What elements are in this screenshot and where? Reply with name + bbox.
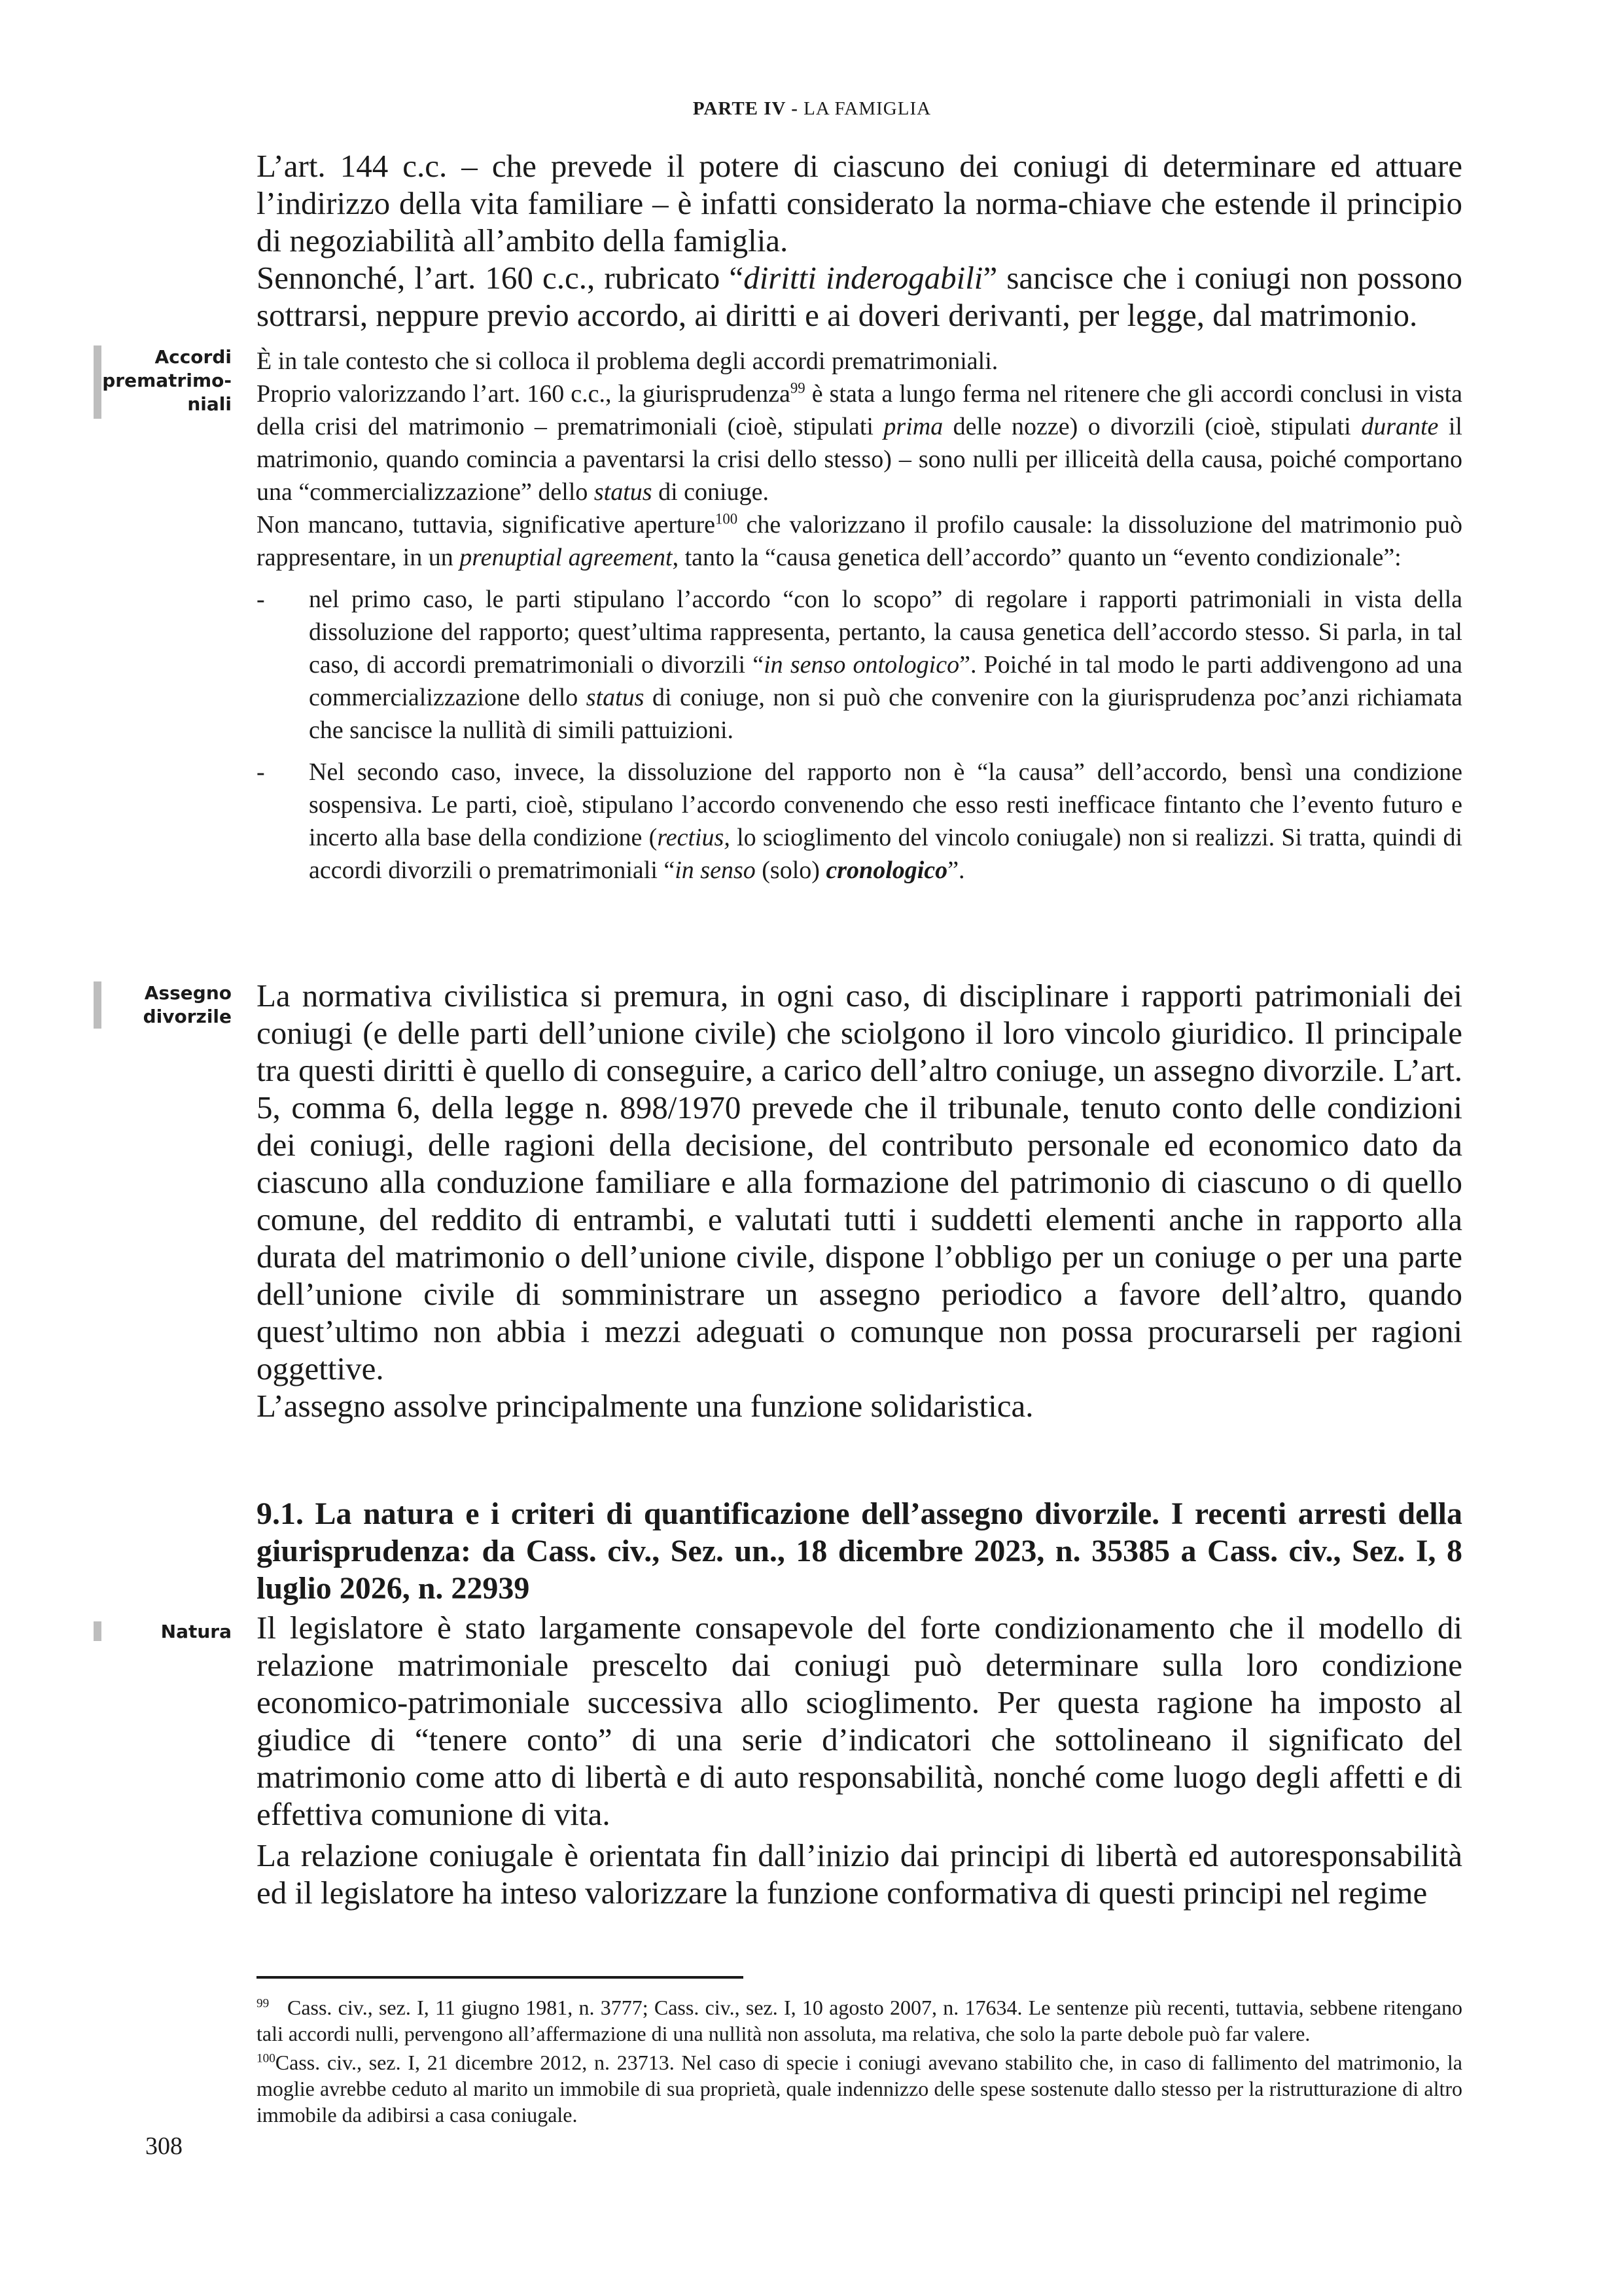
running-header bbox=[0, 98, 1624, 120]
header-part: PARTE IV - bbox=[692, 98, 798, 119]
footnote-ref[interactable]: 100 bbox=[715, 510, 738, 527]
natura-block bbox=[256, 1609, 1462, 1911]
section-title: 9.1. La natura e i criteri di quantificazione dell’assegno divorzile. I recenti arresti della giurisprudenza: da Cass. civ., Sez. un., 18 dicembre 2023, n. 35385 a Cass. civ., Sez. I, 8 luglio 2026, n. 22939 bbox=[256, 1496, 1462, 1606]
paragraph: Non mancano, tuttavia, significative aperture$^{100}$ che valorizzano il profilo causale: la dissoluzione del matrimonio può rappresentare, in un prenuptial agreement, tanto la “causa genetica dell’accordo” quanto un “evento condizionale”: bbox=[256, 510, 1463, 571]
margin-marker bbox=[94, 1621, 101, 1641]
margin-marker bbox=[94, 981, 101, 1029]
assegno-block bbox=[256, 977, 1462, 1424]
footnote-ref[interactable]: 99 bbox=[790, 380, 805, 397]
list-item: - Nel secondo caso, invece, la dissoluzione del rapporto non è “la causa” dell’accordo, bensì una condizione sospensiva. Le parti, cioè, stipulano l’accordo convenendo che esso resti inefficace fintanto che l’evento futuro e incerto alla base della condizione (rectius, lo scioglimento del vincolo coniugale) non si realizzi. Si tratta, quindi di accordi divorzili o prematrimoniali “in senso (solo) cronologico”. bbox=[256, 758, 1463, 884]
footnote-99: $^{99}$ Cass. civ., sez. I, 11 giugno 1981, n. 3777; Cass. civ., sez. I, 10 agosto 2007, n. 17634. Le sentenze più recenti, tuttavia, sebbene ritengano tali accordi nulli, pervengono all’affermazione di una nullità non assoluta, ma relativa, che solo la parte debole può far valere. bbox=[256, 1996, 1463, 2045]
paragraph: Proprio valorizzando l’art. 160 c.c., la giurisprudenza$^{99}$ è stata a lungo ferma nel ritenere che gli accordi conclusi in vista della crisi del matrimonio – prematrimoniali (cioè, stipulati prima delle nozze) o divorzili (cioè, stipulati durante il matrimonio, quando comincia a paventarsi la crisi dello stesso) – sono nulli per illiceità della causa, poiché comportano una “commercializzazione” dello status di coniuge. bbox=[256, 380, 1462, 506]
paragraph: La relazione coniugale è orientata fin dall’inizio dai principi di libertà ed autoresponsabilità ed il legislatore ha inteso valorizzare la funzione conformativa di questi principi nel regime bbox=[256, 1837, 1462, 1911]
footnote-100: $^{100}$Cass. civ., sez. I, 21 dicembre 2012, n. 23713. Nel caso di specie i coniugi avevano stabilito che, in caso di fallimento del matrimonio, la moglie avrebbe ceduto al marito un immobile di sua proprietà, quale indennizzo delle spese sostenute dallo stesso per la ristrutturazione di altro immobile da adibirsi a casa coniugale. bbox=[256, 2051, 1462, 2127]
accordi-block bbox=[256, 345, 1462, 887]
page-number: 308 bbox=[145, 2132, 183, 2160]
paragraph: È in tale contesto che si colloca il problema degli accordi prematrimoniali. bbox=[256, 347, 998, 375]
margin-note-natura: Natura bbox=[160, 1621, 232, 1642]
header-section: LA FAMIGLIA bbox=[803, 98, 932, 119]
paragraph: La normativa civilistica si premura, in ogni caso, di disciplinare i rapporti patrimoniali dei coniugi (e delle parti dell’unione civile) che sciolgono il loro vincolo giuridico. Il principale tra questi diritti è quello di conseguire, a carico dell’altro coniuge, un assegno divorzile. L’art. 5, comma 6, della legge n. 898/1970 prevede che il tribunale, tenuto conto delle condizioni dei coniugi, delle ragioni della decisione, del contributo personale ed economico dato da ciascuno alla conduzione familiare e alla formazione del patrimonio di ciascuno o di quello comune, del reddito di entrambi, e valutati tutti i suddetti elementi anche in rapporto alla durata del matrimonio o dell’unione civile, dispone l’obbligo per un coniuge o per una parte dell’unione civile di somministrare un assegno periodico a favore dell’altro, quando quest’ultimo non abbia i mezzi adeguati o comunque non possa procurarseli per ragioni oggettive. bbox=[256, 978, 1462, 1386]
list-item: - nel primo caso, le parti stipulano l’accordo “con lo scopo” di regolare i rapporti patrimoniali in vista della dissoluzione del rapporto; quest’ultima rappresenta, pertanto, la causa genetica dell’accordo stesso. Si parla, in tal caso, di accordi prematrimoniali o divorzili “in senso ontologico”. Poiché in tal modo le parti addivengono ad una commercializzazione dello status di coniuge, non si può che convenire con la giurisprudenza poc’anzi richiamata che sancisce la nullità di simili pattuizioni. bbox=[256, 586, 1462, 744]
margin-note-accordi: Accordi prematrimo- niali bbox=[102, 346, 232, 415]
footnote-separator bbox=[256, 1976, 743, 1979]
paragraph: L’art. 144 c.c. – che prevede il potere di ciascuno dei coniugi di determinare ed attuare l’indirizzo della vita familiare – è infatti considerato la norma-chiave che estende il principio di negoziabilità all’ambito della famiglia. bbox=[256, 148, 1462, 258]
paragraph: Sennonché, l’art. 160 c.c., rubricato “diritti inderogabili” sancisce che i coniugi non possono sottrarsi, neppure previo accordo, ai diritti e ai doveri derivanti, per legge, dal matrimonio. bbox=[256, 260, 1463, 333]
paragraph: L’assegno assolve principalmente una funzione solidaristica. bbox=[256, 1388, 1034, 1424]
margin-note-assegno: Assegno divorzile bbox=[143, 982, 232, 1027]
margin-marker bbox=[94, 345, 101, 419]
section-heading bbox=[256, 1495, 1462, 1607]
paragraph: Il legislatore è stato largamente consapevole del forte condizionamento che il modello di relazione matrimoniale prescelto dai coniugi può determinare sulla loro condizione economico-patrimoniale successiva allo scioglimento. Per questa ragione ha imposto al giudice di “tenere conto” di una serie d’indicatori che sottolineano il significato del matrimonio come atto di libertà e di auto responsabilità, nonché come luogo degli affetti e di effettiva comunione di vita. bbox=[256, 1610, 1462, 1832]
intro-block bbox=[256, 147, 1462, 334]
footnotes bbox=[256, 1994, 1462, 2128]
